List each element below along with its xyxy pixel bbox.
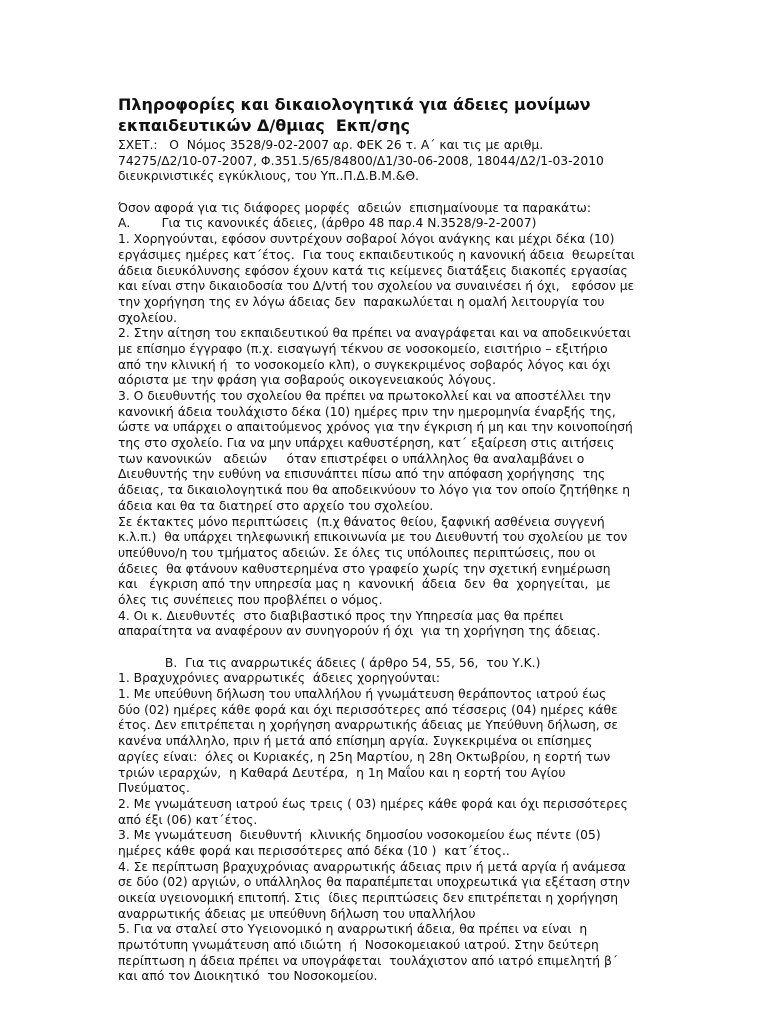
- text-line: με επίσημο έγγραφο (π.χ. εισαγωγή τέκνου σε νοσοκομείο, εισιτήριο – εξιτήριο: [118, 341, 608, 356]
- text-line: των κανονικών αδειών όταν επιστρέφει ο υπάλληλος θα αναλαμβάνει ο: [118, 451, 585, 466]
- text-line: αργίες είναι: όλες οι Κυριακές, η 25η Μαρτίου, η 28η Οκτωβρίου, η εορτή των: [118, 749, 611, 764]
- text-line: κανένα υπάλληλο, πριν ή μετά από επίσημη αργία. Συγκεκριμένα οι επίσημες: [118, 734, 593, 749]
- text-line: Α. Για τις κανονικές άδειες, (άρθρο 48 παρ.4 Ν.3528/9-2-2007): [118, 216, 537, 231]
- text-line: 4. Οι κ. Διευθυντές στο διαβιβαστικό προς την Υπηρεσία μας θα πρέπει: [118, 608, 564, 623]
- text-line: τριών ιεραρχών, η Καθαρά Δευτέρα, η 1η Μαΐου και η εορτή του Αγίου: [118, 765, 566, 780]
- text-line: εργάσιμες ημέρες κατ΄έτος. Για τους εκπαιδευτικούς η κανονική άδεια θεωρείται: [118, 247, 635, 262]
- text-line: ώστε να υπάρχει ο απαιτούμενος χρόνος για την έγκριση ή μη και την κοινοποίησή: [118, 420, 633, 435]
- text-line: Πνεύματος.: [118, 781, 190, 796]
- paragraph-gap: [118, 185, 678, 201]
- text-line: της στο σχολείο. Για να μην υπάρχει καθυστέρηση, κατ΄ εξαίρεση στις αιτήσεις: [118, 436, 615, 451]
- text-line: δύο (02) ημέρες κάθε φορά και όχι περισσότερες από τέσσερις (04) ημέρες κάθε: [118, 702, 618, 717]
- text-line: έτος. Δεν επιτρέπεται η χορήγηση αναρρωτικής άδειας με Υπεύθυνη δήλωση, σε: [118, 718, 619, 733]
- text-line: αόριστα με την φράση για σοβαρούς οικογενειακούς λόγους.: [118, 373, 496, 388]
- text-line: ημέρες κάθε φορά και περισσότερες από δέκα (10 ) κατ΄έτος..: [118, 843, 510, 858]
- text-line: 2. Με γνωμάτευση ιατρού έως τρεις ( 03) ημέρες κάθε φορά και όχι περισσότερες: [118, 796, 628, 811]
- document-body: [118, 138, 678, 985]
- text-line: κ.λ.π.) θα υπάρχει τηλεφωνική επικοινωνία με του Διευθυντή του σχολείου με τον: [118, 530, 628, 545]
- text-line: 2. Στην αίτηση του εκπαιδευτικού θα πρέπει να αναγράφεται και να αποδεικνύεται: [118, 326, 631, 341]
- text-line: άδεια και θα τα διατηρεί στο αρχείο του σχολείου.: [118, 498, 434, 513]
- text-line: σε δύο (02) αργιών, ο υπάλληλος θα παραπέμπεται υποχρεωτικά για εξέταση στην: [118, 875, 630, 890]
- text-line: περίπτωση η άδεια πρέπει να υπογράφεται τουλάχιστον από ιατρό επιμελητή β΄: [118, 953, 618, 968]
- title-line: Πληροφορίες και δικαιολογητικά για άδειες μονίμων: [118, 95, 591, 114]
- paragraph-gap: [118, 640, 678, 656]
- text-line: Διευθυντής την ευθύνη να επισυνάπτει πίσω από την απόφαση χορήγησης της: [118, 467, 606, 482]
- text-line: άδειες θα φτάνουν καθυστερημένα στο γραφείο χωρίς την σχετική ενημέρωση: [118, 561, 611, 576]
- text-line: από την κλινική ή το νοσοκομείο κλπ), ο συγκεκριμένος σοβαρός λόγος και όχι: [118, 357, 611, 372]
- text-line: 74275/Δ2/10-07-2007, Φ.351.5/65/84800/Δ1/30-06-2008, 18044/Δ2/1-03-2010: [118, 153, 604, 168]
- text-line: 3. Ο διευθυντής του σχολείου θα πρέπει να πρωτοκολλεί και να αποστέλλει την: [118, 389, 611, 403]
- text-line: και από τον Διοικητικό του Νοσοκομείου.: [118, 969, 378, 984]
- text-line: ΣΧΕΤ.: Ο Νόμος 3528/9-02-2007 αρ. ΦΕΚ 26 τ. Α΄ και τις με αριθμ.: [118, 138, 544, 152]
- text-line: 1. Με υπεύθυνη δήλωση του υπαλλήλου ή γνωμάτευση θεράποντος ιατρού έως: [118, 687, 607, 702]
- text-line: και είναι στην δικαιοδοσία του Δ/ντή του σχολείου να συναινέσει ή όχι, εφόσον με: [118, 279, 635, 294]
- text-line: και έγκριση από την υπηρεσία μας η κανονική άδεια δεν θα χορηγείται, με: [118, 577, 611, 592]
- text-line: διευκρινιστικές εγκύκλιους, του Υπ..Π.Δ.Β.Μ.&Θ.: [118, 169, 419, 184]
- text-line: Β. Για τις αναρρωτικές άδειες ( άρθρο 54, 55, 56, του Υ.Κ.): [118, 655, 541, 670]
- document-title: [118, 94, 678, 136]
- text-line: Σε έκτακτες μόνο περιπτώσεις (π.χ θάνατος θείου, ξαφνική ασθένεια συγγενή: [118, 514, 605, 529]
- text-line: από έξι (06) κατ΄έτος.: [118, 812, 258, 827]
- text-line: 4. Σε περίπτωση βραχυχρόνιας αναρρωτικής άδειας πριν ή μετά αργία ή ανάμεσα: [118, 859, 626, 874]
- text-line: αναρρωτικής άδειας με υπεύθυνη δήλωση του υπαλλήλου: [118, 906, 476, 921]
- text-line: την χορήγηση της εν λόγω άδειας δεν παρακωλύεται η ομαλή λειτουργία του: [118, 294, 605, 309]
- text-line: άδεια διευκόλυνσης εφόσον έχουν κατά τις κείμενες διατάξεις διακοπές εργασίας: [118, 263, 628, 278]
- text-line: κανονική άδεια τουλάχιστο δέκα (10) ημέρες πριν την ημερομηνία έναρξής της,: [118, 404, 616, 419]
- text-line: οικεία υγειονομική επιτοπή. Στις ίδιες περιπτώσεις δεν επιτρέπεται η χορήγηση: [118, 891, 619, 905]
- text-line: απαραίτητα να αναφέρουν αν συνηγορούν ή όχι για τη χορήγηση της άδειας.: [118, 624, 601, 639]
- text-line: πρωτότυπη γνωμάτευση από ιδιώτη ή Νοσοκομειακού ιατρού. Στην δεύτερη: [118, 938, 599, 953]
- text-line: 1. Χορηγούνται, εφόσον συντρέχουν σοβαροί λόγοι ανάγκης και μέχρι δέκα (10): [118, 232, 615, 247]
- text-line: όλες τις συνέπειες που προβλέπει ο νόμος.: [118, 592, 383, 607]
- text-line: Όσον αφορά για τις διάφορες μορφές αδειών επισημαίνουμε τα παρακάτω:: [118, 200, 591, 215]
- text-line: άδειας, τα δικαιολογητικά που θα αποδεικνύουν το λόγο για τον οποίο ζητήθηκε η: [118, 483, 631, 498]
- text-line: 3. Με γνωμάτευση διευθυντή κλινικής δημοσίου νοσοκομείου έως πέντε (05): [118, 828, 601, 843]
- text-line: υπεύθυνο/η του τμήματος αδειών. Σε όλες τις υπόλοιπες περιπτώσεις, που οι: [118, 545, 596, 560]
- text-line: 5. Για να σταλεί στο Υγειονομικό η αναρρωτική άδεια, θα πρέπει να είναι η: [118, 922, 588, 937]
- text-line: 1. Βραχυχρόνιες αναρρωτικές άδειες χορηγούνται:: [118, 671, 440, 686]
- text-line: σχολείου.: [118, 310, 178, 325]
- title-line: εκπαιδευτικών Δ/θμιας Εκπ/σης: [118, 116, 411, 135]
